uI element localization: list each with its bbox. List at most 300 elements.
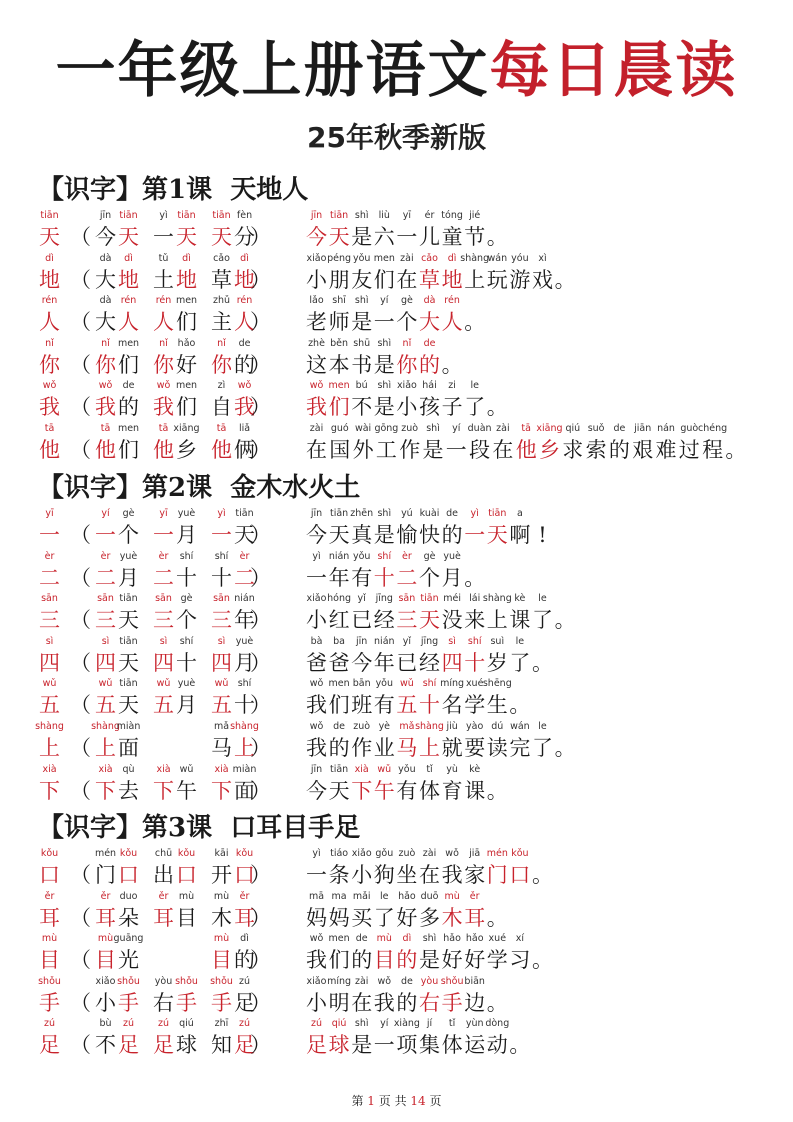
hanzi: 程	[702, 438, 724, 462]
hanzi: 上	[419, 736, 440, 760]
lesson-tag: 【识字】	[38, 813, 143, 843]
pinyin: jīn	[310, 210, 323, 221]
pinyin: lái	[469, 593, 481, 605]
hanzi: 们	[328, 395, 350, 420]
open-paren: （	[70, 990, 91, 1015]
pinyin: lǎo	[309, 295, 324, 307]
pinyin: guāng	[113, 933, 144, 945]
hanzi: 出	[153, 863, 174, 887]
hanzi: 十	[419, 693, 440, 718]
hanzi: 啊	[509, 523, 531, 547]
hanzi: 口	[118, 863, 139, 887]
pinyin: chéng	[698, 423, 728, 434]
sentence-character	[531, 636, 554, 678]
pinyin: jiù	[446, 721, 458, 732]
pinyin: mù	[213, 933, 230, 945]
pinyin: mù	[97, 933, 114, 945]
sentence-character	[486, 380, 509, 422]
close-paren: ）	[250, 438, 271, 462]
hanzi: 手	[441, 990, 463, 1015]
hanzi: 足	[234, 990, 255, 1015]
pinyin: kè	[514, 593, 526, 605]
pinyin: shǒu	[175, 975, 198, 987]
pinyin: zú	[310, 1018, 322, 1030]
sentence-character	[441, 338, 464, 380]
footer-mid: 页 共	[378, 1094, 407, 1108]
pinyin: jīn	[310, 508, 323, 519]
pinyin: xià	[156, 763, 171, 775]
hanzi: 节	[464, 225, 486, 249]
pinyin: yì	[470, 508, 479, 519]
pinyin: kǒu	[235, 848, 254, 859]
hanzi: 条	[328, 863, 350, 887]
pinyin: liǎ	[238, 423, 251, 434]
target-character	[35, 721, 64, 763]
hanzi: 四	[39, 650, 60, 675]
lesson-tag: 【识字】	[38, 473, 143, 503]
pinyin: xiǎo	[351, 848, 372, 859]
hanzi: 面	[234, 778, 255, 803]
pinyin: men	[328, 933, 350, 945]
hanzi: 下	[153, 778, 174, 803]
character-row	[0, 933, 793, 975]
hanzi: 的	[118, 395, 139, 420]
pinyin: xià	[42, 763, 57, 775]
lesson-title: 第1课 天地人	[142, 175, 309, 205]
sentence-character	[486, 1018, 509, 1060]
hanzi: 已	[396, 650, 418, 675]
pinyin: tiān	[329, 210, 349, 221]
pinyin: cǎo	[213, 252, 230, 264]
hanzi: 马	[211, 736, 232, 760]
sentence-character	[463, 295, 486, 337]
hanzi: 一	[39, 523, 60, 547]
pinyin: chū	[154, 848, 173, 859]
lesson-header	[38, 174, 308, 206]
hanzi: 集	[419, 1033, 440, 1058]
pinyin: dà	[99, 252, 112, 264]
hanzi: 要	[464, 736, 486, 760]
pinyin: shàng	[482, 593, 512, 605]
lesson-header	[38, 812, 360, 844]
hanzi: 上	[486, 608, 508, 633]
hanzi: 索	[585, 438, 607, 462]
pinyin: zú	[43, 1018, 55, 1030]
pinyin: jīng	[375, 593, 393, 605]
hanzi: 去	[118, 778, 139, 803]
hanzi: 今	[306, 778, 327, 803]
pinyin: dà	[423, 295, 436, 307]
pinyin: èr	[158, 550, 169, 562]
sentence-character	[463, 764, 486, 806]
pinyin: kāi	[214, 848, 229, 859]
pinyin: běn	[330, 337, 349, 349]
pinyin: le	[380, 890, 389, 902]
pinyin: ba	[333, 635, 346, 647]
hanzi: 手	[176, 990, 197, 1015]
pinyin: le	[538, 721, 547, 732]
pinyin: yòu	[154, 975, 173, 987]
pinyin: wǔ	[377, 763, 392, 775]
pinyin: xiǎo	[396, 380, 417, 392]
pinyin: ěr	[239, 890, 250, 902]
pinyin: yuè	[235, 635, 254, 647]
pinyin: shí	[179, 550, 194, 562]
open-paren: （	[70, 736, 91, 760]
pinyin: zì	[217, 380, 226, 392]
pinyin: shàng	[415, 721, 444, 732]
hanzi: 上	[464, 267, 486, 292]
hanzi: 玩	[486, 267, 508, 292]
pinyin: shì	[422, 933, 437, 945]
sentence-character	[486, 764, 509, 806]
open-paren: （	[70, 1033, 91, 1058]
pinyin: cǎo	[421, 252, 438, 264]
close-paren: ）	[250, 395, 271, 420]
hanzi: 课	[464, 778, 486, 803]
hanzi: 育	[441, 778, 463, 803]
pinyin: shēng	[482, 678, 512, 690]
pinyin: kǒu	[40, 848, 59, 859]
hanzi: 下	[39, 778, 60, 803]
pinyin: gè	[180, 593, 193, 605]
hanzi: 他	[211, 438, 232, 462]
pinyin: péng	[327, 252, 352, 264]
hanzi: 面	[118, 736, 139, 760]
pinyin: tiān	[119, 635, 138, 647]
pinyin: dú	[491, 721, 504, 732]
hanzi: 了	[373, 905, 395, 930]
hanzi: 人	[441, 310, 463, 335]
sentence-character	[463, 891, 486, 933]
hanzi: 天	[328, 225, 350, 249]
hanzi: 下	[351, 778, 373, 803]
hanzi: 。	[554, 736, 576, 760]
pinyin: duàn	[467, 423, 492, 434]
close-paren: ）	[250, 736, 271, 760]
hanzi: 光	[118, 948, 139, 973]
pinyin: dì	[45, 252, 54, 264]
pinyin: biān	[464, 975, 485, 987]
pinyin: yì	[312, 550, 321, 562]
hanzi: 口	[509, 863, 531, 887]
pinyin: mā	[308, 890, 325, 902]
pinyin: zhī	[214, 1018, 229, 1030]
pinyin: bú	[355, 380, 368, 392]
pinyin: gè	[423, 550, 436, 562]
hanzi: 没	[441, 608, 463, 633]
hanzi: 天	[176, 225, 197, 249]
character-row	[0, 848, 793, 890]
hanzi: 妈	[306, 905, 327, 930]
pinyin: sān	[155, 593, 172, 605]
pinyin: men	[175, 380, 198, 392]
hanzi: 快	[419, 523, 440, 547]
target-character	[38, 253, 61, 295]
pinyin: wǔ	[399, 678, 414, 690]
pinyin: kǒu	[177, 848, 196, 859]
hanzi: 足	[306, 1033, 327, 1058]
character-row	[0, 976, 793, 1018]
hanzi: 午	[176, 778, 197, 803]
hanzi: 上	[95, 736, 116, 760]
pinyin: qiú	[565, 423, 581, 434]
pinyin: nián	[328, 550, 350, 562]
hanzi: 口	[234, 863, 255, 887]
target-character	[38, 1018, 61, 1060]
open-paren: （	[70, 225, 91, 249]
pinyin: jīn	[310, 763, 323, 775]
sentence-character	[486, 210, 509, 252]
hanzi: 子	[441, 395, 463, 420]
current-page: 1	[367, 1094, 375, 1108]
hanzi: 红	[328, 608, 350, 633]
pinyin: hǎo	[443, 933, 461, 945]
pinyin: zhǔ	[212, 295, 231, 307]
pinyin: yòu	[420, 975, 439, 987]
hanzi: 一	[396, 225, 418, 249]
lesson-tag: 【识字】	[38, 175, 143, 205]
hanzi: 的	[328, 736, 350, 760]
hanzi: 天	[328, 523, 350, 547]
close-paren: ）	[250, 1033, 271, 1058]
pinyin: jīn	[99, 210, 112, 221]
hanzi: 已	[351, 608, 373, 633]
sentence-character	[531, 848, 554, 890]
pinyin: dì	[240, 933, 249, 945]
word-character	[117, 721, 140, 763]
pinyin: sì	[448, 635, 456, 647]
hanzi: 足	[39, 1033, 60, 1058]
hanzi: 今	[306, 225, 327, 249]
close-paren: ）	[250, 352, 271, 377]
hanzi: 这	[306, 352, 327, 377]
hanzi: 我	[39, 395, 60, 420]
pinyin: miàn	[232, 763, 257, 775]
pinyin: tiān	[119, 593, 138, 605]
hanzi: 一	[373, 310, 395, 335]
lesson-title: 第3课 口耳目手足	[142, 813, 361, 843]
pinyin: yuè	[177, 678, 196, 690]
pinyin: nián	[234, 593, 255, 605]
close-paren: ）	[250, 948, 271, 973]
hanzi: 好	[441, 948, 463, 973]
hanzi: 。	[464, 565, 486, 590]
pinyin: dì	[402, 933, 412, 945]
sentence-character	[531, 933, 554, 975]
hanzi: 是	[373, 395, 395, 420]
pinyin: shí	[179, 635, 194, 647]
hanzi: 明	[328, 990, 350, 1015]
pinyin: ěr	[100, 890, 111, 902]
pinyin: méi	[443, 593, 461, 605]
hanzi: 爸	[328, 650, 350, 675]
pinyin: yùn	[465, 1018, 484, 1030]
target-character	[38, 338, 61, 380]
pinyin: xué	[465, 678, 484, 690]
hanzi: 。	[486, 990, 508, 1015]
pinyin: jīn	[356, 635, 368, 647]
hanzi: 月	[118, 565, 139, 590]
hanzi: 孩	[419, 395, 440, 420]
hanzi: 的	[441, 523, 463, 547]
hanzi: 人	[153, 310, 174, 335]
hanzi: 儿	[419, 225, 440, 249]
hanzi: 国	[329, 438, 351, 462]
target-character	[38, 593, 61, 635]
hanzi: 耳	[39, 905, 60, 930]
hanzi: 是	[419, 948, 440, 973]
pinyin: sì	[101, 635, 110, 647]
hanzi: 个	[419, 565, 440, 590]
pinyin: de	[122, 380, 135, 392]
hanzi: 草	[211, 267, 232, 292]
sentence-character	[531, 508, 554, 550]
pinyin: guó	[330, 423, 349, 434]
hanzi: 坐	[396, 863, 418, 887]
character-row	[0, 253, 793, 295]
pinyin: shì	[377, 380, 392, 392]
open-paren: （	[70, 395, 91, 420]
pinyin: zuò	[353, 721, 371, 732]
pinyin: zuò	[398, 848, 416, 859]
pinyin: dòng	[485, 1018, 510, 1030]
pinyin: yù	[446, 763, 458, 775]
target-character	[38, 551, 61, 593]
hanzi: 戏	[532, 267, 553, 292]
hanzi: 天	[234, 523, 255, 547]
pinyin: tā	[100, 423, 111, 434]
pinyin: nǐ	[217, 337, 226, 349]
pinyin: nǐ	[101, 337, 110, 349]
close-paren: ）	[250, 990, 271, 1015]
hanzi: 一	[306, 565, 327, 590]
hanzi: 在	[306, 438, 327, 462]
hanzi: 。	[486, 225, 508, 249]
pinyin: èr	[402, 550, 412, 562]
hanzi: 项	[396, 1033, 418, 1058]
hanzi: 二	[95, 565, 116, 590]
pinyin: shì	[377, 337, 392, 349]
pinyin: xiǎo	[306, 975, 327, 987]
pinyin: shǒu	[440, 975, 464, 987]
hanzi: 完	[509, 736, 531, 760]
pinyin: míng	[327, 975, 352, 987]
hanzi: 三	[153, 608, 174, 633]
target-character	[38, 636, 61, 678]
pinyin: sān	[97, 593, 114, 605]
pinyin: yí	[101, 508, 110, 519]
hanzi: 目	[211, 948, 232, 973]
hanzi: !	[538, 523, 547, 547]
pinyin: tiān	[40, 210, 59, 221]
hanzi: 六	[373, 225, 395, 249]
hanzi: 你	[396, 352, 418, 377]
pinyin: zài	[400, 252, 414, 264]
hanzi: 右	[153, 990, 174, 1015]
hanzi: 我	[441, 863, 463, 887]
hanzi: 个	[118, 523, 139, 547]
hanzi: 在	[419, 863, 440, 887]
hanzi: 难	[655, 438, 677, 462]
hanzi: 天	[419, 608, 440, 633]
hanzi: 下	[211, 778, 232, 803]
target-character	[38, 891, 61, 933]
pinyin: ma	[331, 890, 347, 902]
pinyin: duo	[119, 890, 138, 902]
pinyin: tā	[216, 423, 227, 434]
pinyin: mǎ	[399, 721, 415, 732]
hanzi: 经	[419, 650, 440, 675]
hanzi: 在	[492, 438, 514, 462]
pinyin: a	[516, 508, 523, 519]
hanzi: 有	[396, 778, 418, 803]
character-row	[0, 593, 793, 635]
hanzi: 师	[328, 310, 350, 335]
character-row	[0, 891, 793, 933]
hanzi: 作	[399, 438, 421, 462]
pinyin: mù	[376, 933, 392, 945]
hanzi: 上	[234, 736, 255, 760]
hanzi: 。	[532, 863, 553, 887]
hanzi: 地	[176, 267, 197, 292]
sentence-character	[698, 423, 728, 465]
title-red: 每日晨读	[489, 36, 738, 106]
pinyin: gè	[400, 295, 413, 307]
hanzi: 右	[419, 990, 440, 1015]
hanzi: 工	[375, 438, 397, 462]
hanzi: 十	[373, 565, 395, 590]
sentence-character	[508, 933, 531, 975]
hanzi: 土	[153, 267, 174, 292]
open-paren: （	[70, 863, 91, 887]
pinyin: xué	[488, 933, 507, 945]
hanzi: 天	[118, 650, 139, 675]
sentence-character	[531, 253, 554, 295]
open-paren: （	[70, 267, 91, 292]
pinyin: qiú	[179, 1018, 194, 1030]
pinyin: wán	[487, 252, 508, 264]
open-paren: （	[70, 523, 91, 547]
pinyin: yè	[378, 721, 391, 732]
pinyin: tiān	[329, 508, 349, 519]
hanzi: 他	[515, 438, 537, 462]
hanzi: 不	[95, 1033, 116, 1058]
hanzi: 二	[153, 565, 174, 590]
hanzi: 作	[351, 736, 373, 760]
pinyin: zài	[354, 975, 369, 987]
pinyin: nǐ	[402, 337, 412, 349]
page-footer	[0, 1092, 793, 1110]
pinyin: wǒ	[42, 380, 57, 392]
pinyin: de	[333, 721, 346, 732]
hanzi: 二	[234, 565, 255, 590]
pinyin: miàn	[116, 721, 141, 732]
hanzi: 。	[509, 1033, 531, 1058]
pinyin: wǔ	[214, 678, 229, 690]
hanzi: 耳	[95, 905, 116, 930]
hanzi: 我	[234, 395, 255, 420]
close-paren: ）	[250, 778, 271, 803]
hanzi: 自	[211, 395, 232, 420]
hanzi: 足	[153, 1033, 174, 1058]
hanzi: 个	[176, 608, 197, 633]
hanzi: 天	[211, 225, 232, 249]
hanzi: 年	[234, 608, 255, 633]
pinyin: shí	[377, 550, 392, 562]
pinyin: ěr	[158, 890, 169, 902]
pinyin: xià	[214, 763, 229, 775]
